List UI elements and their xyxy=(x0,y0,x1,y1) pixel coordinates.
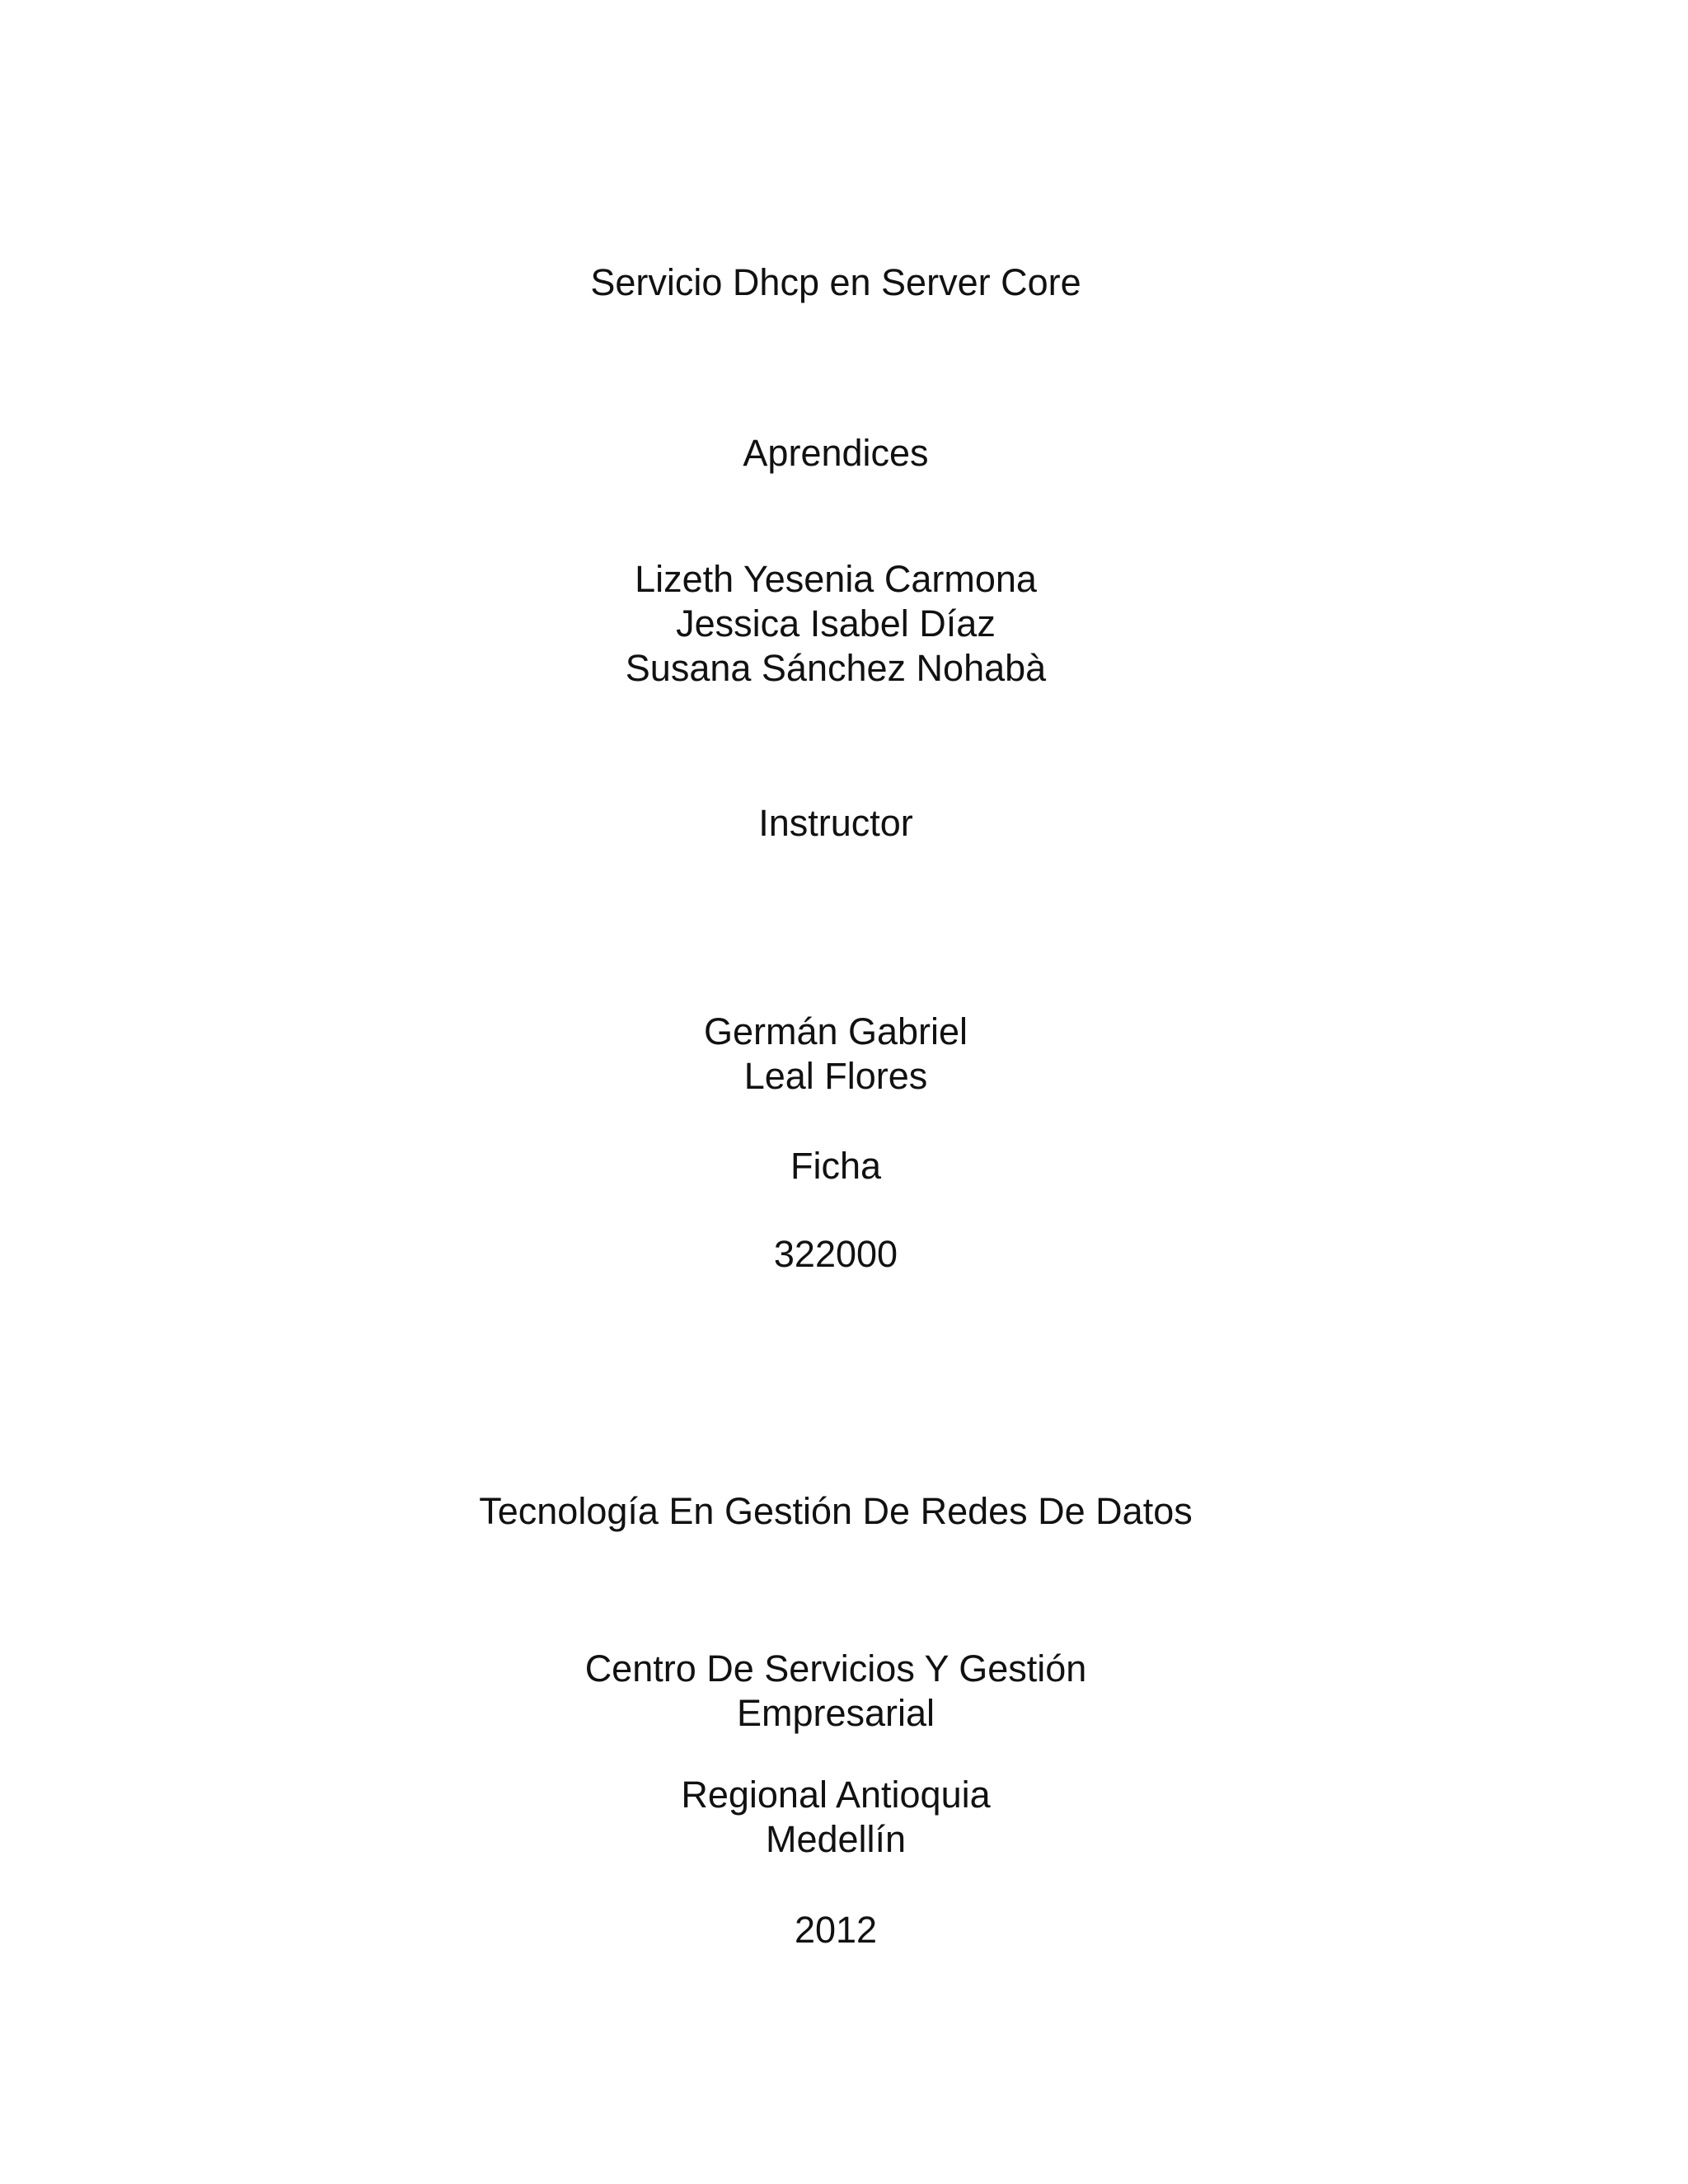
apprentice-name: Susana Sánchez Nohabà xyxy=(625,647,1047,689)
ficha-label: Ficha xyxy=(790,1145,882,1187)
document-title: Servicio Dhcp en Server Core xyxy=(590,261,1081,303)
program-name: Tecnología En Gestión De Redes De Datos xyxy=(479,1490,1193,1532)
apprentices-heading: Aprendices xyxy=(743,432,929,474)
apprentice-name: Lizeth Yesenia Carmona xyxy=(635,558,1037,600)
year: 2012 xyxy=(794,1909,878,1951)
instructor-heading: Instructor xyxy=(758,802,913,844)
apprentice-name: Jessica Isabel Díaz xyxy=(676,602,996,644)
center-name-line2: Empresarial xyxy=(736,1692,935,1734)
instructor-name-first: Germán Gabriel xyxy=(703,1010,968,1052)
instructor-name-last: Leal Flores xyxy=(743,1055,928,1097)
regional-name: Regional Antioquia xyxy=(681,1774,991,1816)
center-name-line1: Centro De Servicios Y Gestión xyxy=(584,1647,1087,1690)
city-name: Medellín xyxy=(765,1818,907,1860)
ficha-number: 322000 xyxy=(773,1233,898,1275)
